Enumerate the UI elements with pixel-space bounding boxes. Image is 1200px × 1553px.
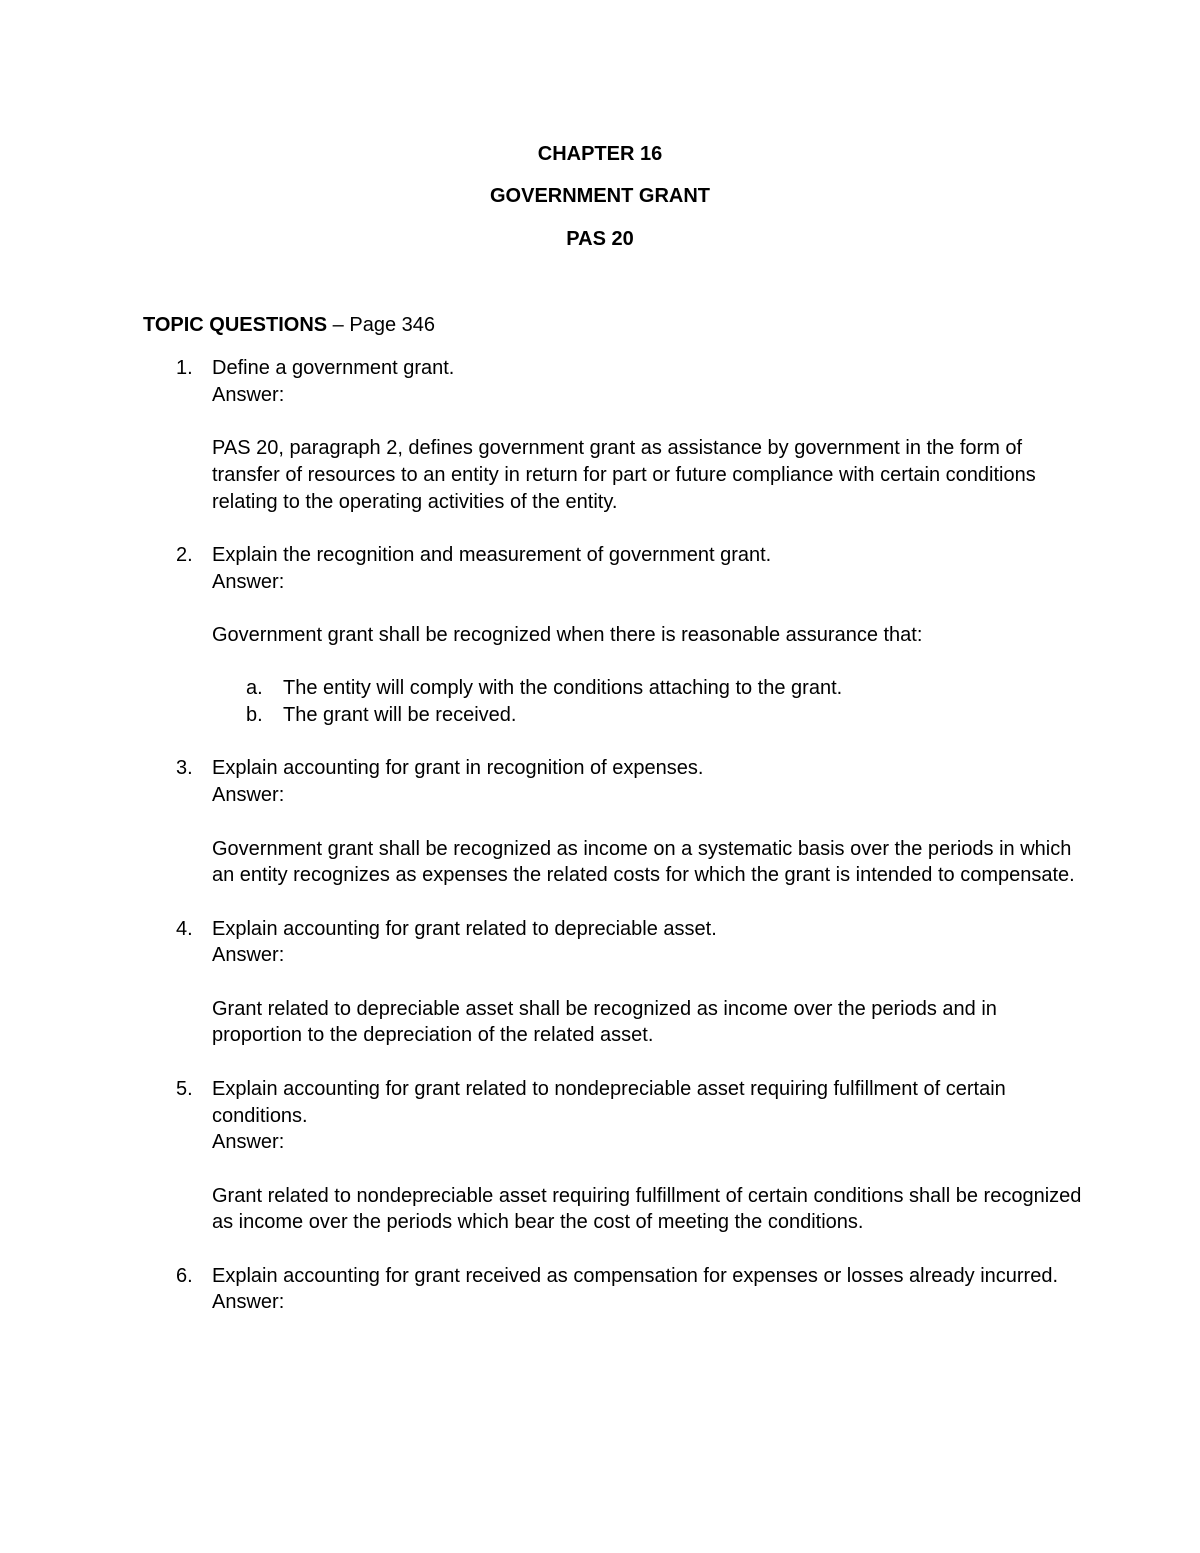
question-text: Define a government grant. — [212, 357, 455, 379]
answer-text: Government grant shall be recognized as income on a systematic basis over the periods in which an entity recognizes as expenses the related costs for which the grant is intended to compensate. — [212, 837, 1075, 887]
sub-item — [212, 702, 1083, 729]
question-item — [143, 355, 1083, 515]
answer-text: Grant related to depreciable asset shall be recognized as income over the periods and in proportion to the depreciation of the related asset. — [212, 997, 997, 1047]
question-item — [143, 916, 1083, 1050]
question-text: Explain accounting for grant received as compensation for expenses or losses already incurred. — [212, 1264, 1059, 1287]
answer-label: Answer: — [212, 1131, 285, 1154]
answer-label: Answer: — [212, 1291, 285, 1314]
topic-questions-heading — [143, 312, 435, 338]
standard-heading: PAS 20 — [566, 228, 634, 250]
sub-item-text: The grant will be received. — [283, 704, 517, 727]
topic-label: TOPIC QUESTIONS — [143, 314, 328, 336]
question-list — [143, 355, 1083, 1343]
document-title: GOVERNMENT GRANT — [490, 185, 710, 207]
question-number: 4. — [176, 917, 193, 940]
question-text: Explain accounting for grant in recognition of expenses. — [212, 757, 704, 780]
question-text: Explain accounting for grant related to nondepreciable asset requiring fulfillment of certain conditions. — [212, 1077, 1006, 1127]
topic-separator: – — [327, 314, 350, 336]
sub-item — [212, 675, 1083, 702]
answer-label: Answer: — [212, 784, 285, 807]
sub-item-label: b. — [246, 704, 263, 727]
answer-text: PAS 20, paragraph 2, defines government grant as assistance by government in the form of transfer of resources to an entity in return for part or future compliance with certain conditions relating to the operating activities of the entity. — [212, 437, 1036, 513]
answer-text: Government grant shall be recognized when there is reasonable assurance that: — [212, 623, 923, 646]
sub-item-text: The entity will comply with the conditions attaching to the grant. — [283, 677, 843, 700]
sub-item-label: a. — [246, 677, 263, 700]
answer-text: Grant related to nondepreciable asset requiring fulfillment of certain conditions shall be recognized as income over the periods which bear the cost of meeting the conditions. — [212, 1184, 1082, 1234]
question-number: 5. — [176, 1077, 193, 1100]
chapter-heading: CHAPTER 16 — [537, 143, 663, 165]
question-item — [143, 1076, 1083, 1236]
question-number: 2. — [176, 543, 193, 566]
question-item — [143, 1263, 1083, 1316]
question-number: 3. — [176, 757, 193, 780]
question-item — [143, 755, 1083, 889]
topic-page-ref: Page 346 — [349, 314, 435, 336]
question-number: 1. — [176, 357, 193, 379]
answer-label: Answer: — [212, 570, 285, 593]
question-text: Explain the recognition and measurement of government grant. — [212, 543, 772, 566]
question-item — [143, 542, 1083, 729]
answer-label: Answer: — [212, 944, 285, 967]
question-number: 6. — [176, 1264, 193, 1287]
answer-label: Answer: — [212, 383, 285, 406]
question-text: Explain accounting for grant related to depreciable asset. — [212, 917, 717, 940]
